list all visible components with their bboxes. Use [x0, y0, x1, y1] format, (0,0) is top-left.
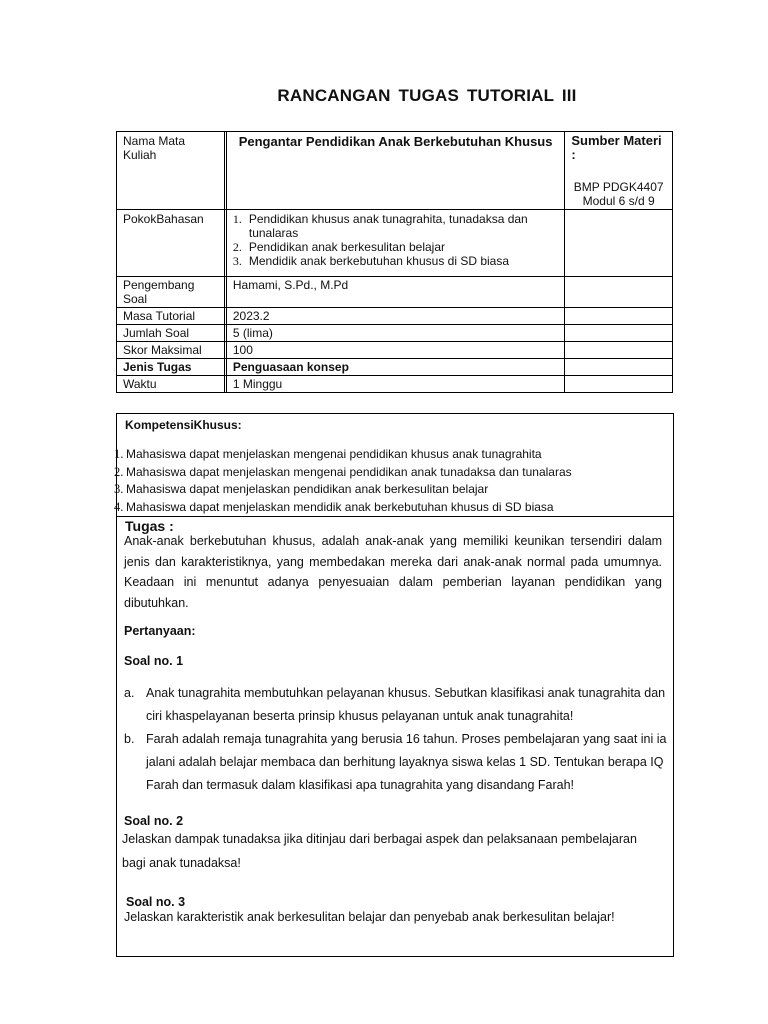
competency-list	[114, 446, 572, 516]
row-label: Pengembang Soal	[117, 277, 225, 308]
task-box	[116, 413, 674, 957]
list-item: 1. Pendidikan khusus anak tunagrahita, tunadaksa dan tunalaras	[232, 212, 528, 240]
table-row	[117, 132, 673, 210]
table-row	[117, 376, 673, 393]
question-1a	[124, 682, 669, 728]
table-row	[117, 308, 673, 325]
questions-heading: Pertanyaan:	[124, 624, 196, 638]
source-cell	[565, 132, 673, 210]
row-label: Waktu	[117, 376, 225, 393]
question-marker: b.	[124, 732, 135, 746]
question-3-text: Jelaskan karakteristik anak berkesulitan belajar dan penyebab anak berkesulitan belajar!	[124, 910, 615, 924]
row-value: 5 (lima)	[226, 325, 564, 342]
source-modules: Modul 6 s/d 9	[582, 194, 655, 208]
topic-list	[233, 212, 558, 268]
row-label: Jumlah Soal	[117, 325, 225, 342]
list-item: 3. Mahasiswa dapat menjelaskan pendidikan anak berkesulitan belajar	[114, 482, 489, 496]
row-value: Penguasaan konsep	[226, 359, 564, 376]
question-1-heading: Soal no. 1	[124, 654, 184, 668]
list-item: 1. Mahasiswa dapat menjelaskan mengenai pendidikan khusus anak tunagrahita	[114, 447, 542, 461]
table-row	[117, 325, 673, 342]
list-item: 3. Mendidik anak berkebutuhan khusus di SD biasa	[232, 254, 510, 268]
question-marker: a.	[124, 686, 135, 700]
course-name: Pengantar Pendidikan Anak Berkebutuhan Khusus	[226, 132, 564, 210]
competency-heading: KompetensiKhusus:	[125, 418, 242, 432]
row-label: Skor Maksimal	[117, 342, 225, 359]
task-heading: Tugas :	[125, 518, 174, 534]
question-text: Farah adalah remaja tunagrahita yang berusia 16 tahun. Proses pembelajaran yang saat ini ia jalani adalah belajar membaca dan berhitung layaknya siswa kelas 1 SD. Tentukan berapa IQ Farah dan termasuk dalam klasifikasi apa tunagrahita yang disandang Farah!	[146, 732, 667, 792]
task-description: Anak-anak berkebutuhan khusus, adalah anak-anak yang memiliki keunikan tersendiri dalam jenis dan karakteristiknya, yang membedakan mereka dari anak-anak normal pada umumnya. Keadaan ini menuntut adanya penyesuaian dalam pemberian layanan pendidikan yang dibutuhkan.	[124, 534, 662, 610]
row-label: Jenis Tugas	[117, 359, 225, 376]
topic-label: PokokBahasan	[117, 210, 225, 277]
info-table	[116, 131, 673, 393]
list-item: 2. Mahasiswa dapat menjelaskan mengenai pendidikan anak tunadaksa dan tunalaras	[114, 464, 572, 479]
list-item: 2. Pendidikan anak berkesulitan belajar	[232, 240, 445, 254]
list-item: 4. Mahasiswa dapat menjelaskan mendidik anak berkebutuhan khusus di SD biasa	[114, 499, 554, 514]
table-row	[117, 277, 673, 308]
course-label: Nama Mata Kuliah	[117, 132, 225, 210]
row-value: 100	[226, 342, 564, 359]
table-row	[117, 342, 673, 359]
table-row	[117, 210, 673, 277]
table-row	[117, 359, 673, 376]
row-value: Hamami, S.Pd., M.Pd	[226, 277, 564, 308]
question-1b	[124, 728, 669, 797]
source-book: BMP PDGK4407	[573, 180, 664, 194]
document-title: RANCANGAN TUGAS TUTORIAL III	[277, 86, 577, 105]
divider	[117, 516, 673, 517]
row-value: 2023.2	[226, 308, 564, 325]
question-2-text: Jelaskan dampak tunadaksa jika ditinjau dari berbagai aspek dan pelaksanaan pembelajaran bagi anak tunadaksa!	[122, 832, 637, 870]
row-label: Masa Tutorial	[117, 308, 225, 325]
question-text: Anak tunagrahita membutuhkan pelayanan khusus. Sebutkan klasifikasi anak tunagrahita dan ciri khaspelayanan beserta prinsip khusus pelayanan untuk anak tunagrahita!	[146, 686, 666, 723]
topic-list-cell	[226, 210, 564, 277]
question-2-heading: Soal no. 2	[124, 814, 184, 828]
question-3-heading: Soal no. 3	[126, 895, 186, 909]
source-label: Sumber Materi :	[571, 133, 662, 162]
row-value: 1 Minggu	[226, 376, 564, 393]
